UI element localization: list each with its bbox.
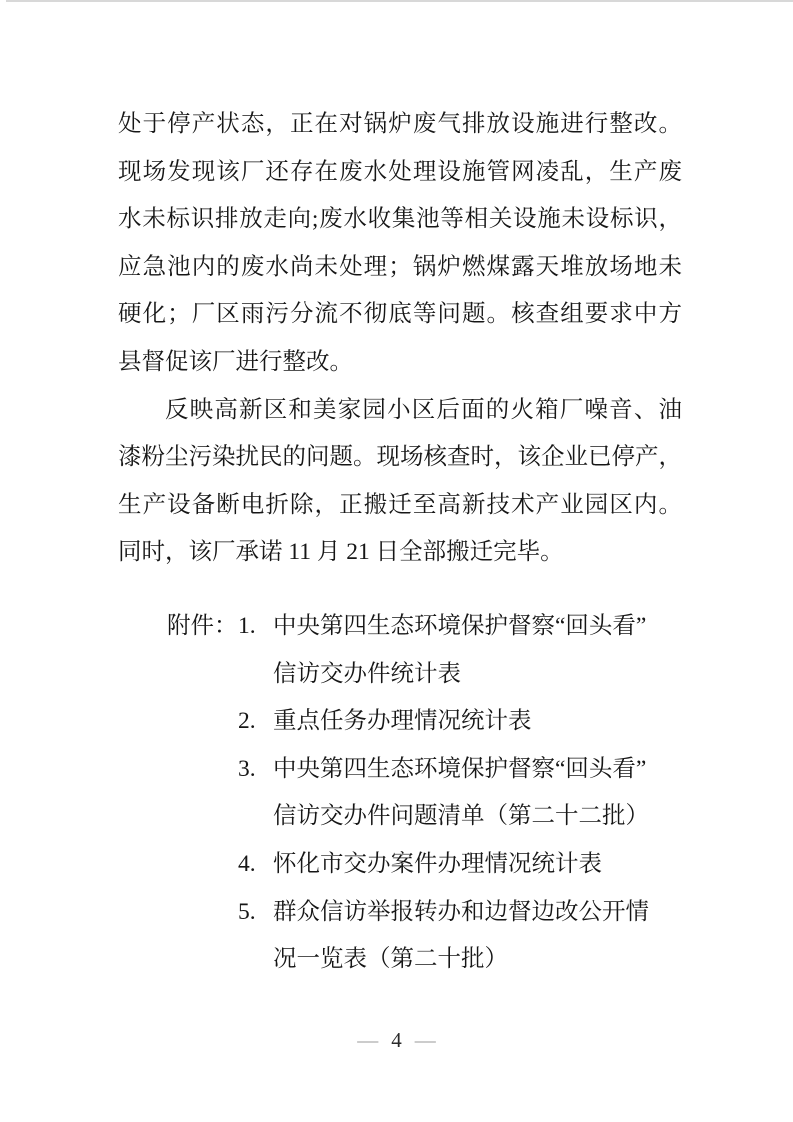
attachment-number: 1.: [238, 613, 256, 639]
footer-dash-right: —: [414, 1028, 436, 1052]
attachment-text: 中央第四生态环境保护督察“回头看”: [273, 613, 647, 639]
body-line: 处于停产状态，正在对锅炉废气排放设施进行整改。: [118, 111, 682, 137]
attachment-item-1-continued: [167, 651, 707, 699]
page-footer: [0, 1028, 793, 1052]
attachments-label: 附件：: [167, 613, 238, 639]
attachment-number: 5.: [238, 898, 256, 925]
attachment-number: 3.: [238, 755, 256, 782]
attachment-text: 信访交办件问题清单（第二十二批）: [273, 803, 649, 830]
body-line: 生产设备断电折除，正搬迁至高新技术产业园区内。: [118, 491, 682, 518]
page-number: 4: [391, 1028, 402, 1052]
attachment-text: 重点任务办理情况统计表: [273, 708, 532, 735]
attachment-text: 怀化市交办案件办理情况统计表: [273, 850, 602, 877]
attachment-item-5: [167, 889, 707, 937]
body-line: 反映高新区和美家园小区后面的火箱厂噪音、油: [165, 396, 682, 423]
body-line: 水未标识排放走向;废水收集池等相关设施未设标识，: [118, 206, 682, 233]
footer-dash-left: —: [357, 1028, 379, 1052]
body-line: 硬化；厂区雨污分流不彻底等问题。核查组要求中方: [118, 301, 682, 328]
body-line: 现场发现该厂还存在废水处理设施管网凌乱，生产废: [118, 158, 682, 185]
attachment-item-2: [167, 698, 707, 746]
body-line: 县督促该厂进行整改。: [118, 348, 353, 375]
body-line: 同时，该厂承诺 11 月 21 日全部搬迁完毕。: [118, 539, 564, 566]
page-top-edge: [6, 0, 793, 2]
attachment-number: 2.: [238, 708, 256, 735]
attachment-text: 中央第四生态环境保护督察“回头看”: [273, 755, 647, 782]
paragraph-2: [118, 387, 682, 577]
attachment-item-4: [167, 841, 707, 889]
attachment-number: 4.: [238, 850, 256, 877]
attachment-text: 信访交办件统计表: [273, 660, 461, 687]
attachment-text: 群众信访举报转办和边督边改公开情: [273, 898, 649, 925]
attachment-item-5-continued: [167, 936, 707, 984]
attachment-item-3-continued: [167, 793, 707, 841]
attachments-section: [167, 603, 707, 984]
paragraph-1: [118, 101, 682, 387]
body-text: [118, 101, 682, 577]
attachment-text: 况一览表（第二十批）: [273, 946, 508, 973]
body-line: 应急池内的废水尚未处理；锅炉燃煤露天堆放场地未: [118, 253, 682, 280]
attachment-item-1: [167, 603, 707, 651]
attachment-item-3: [167, 746, 707, 794]
body-line: 漆粉尘污染扰民的问题。现场核查时，该企业已停产，: [118, 444, 682, 471]
